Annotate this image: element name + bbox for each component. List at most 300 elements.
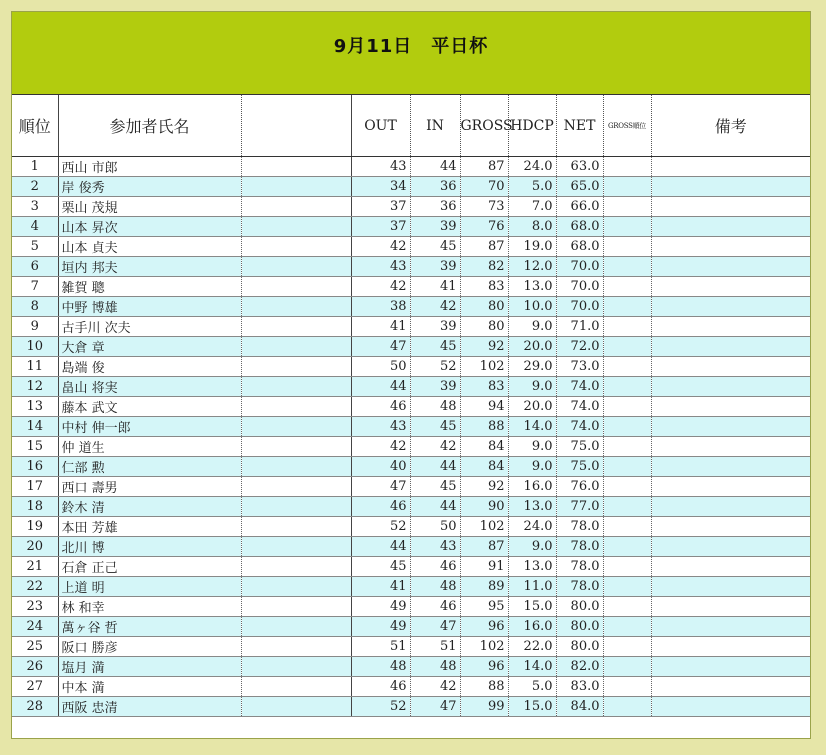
in-score-cell: 47 <box>410 697 460 717</box>
blank-cell <box>241 537 351 557</box>
rank-cell: 7 <box>12 277 58 297</box>
header-rank: 順位 <box>12 95 58 157</box>
name-cell: 林 和幸 <box>58 597 241 617</box>
blank-cell <box>241 597 351 617</box>
hdcp-cell: 16.0 <box>508 477 556 497</box>
net-score-cell: 78.0 <box>556 577 603 597</box>
out-score-cell: 52 <box>351 697 410 717</box>
name-cell: 萬ヶ谷 哲 <box>58 617 241 637</box>
hdcp-cell: 5.0 <box>508 677 556 697</box>
in-score-cell: 47 <box>410 617 460 637</box>
hdcp-cell: 9.0 <box>508 437 556 457</box>
remarks-cell <box>651 517 810 537</box>
rank-cell: 11 <box>12 357 58 377</box>
gross-score-cell: 80 <box>460 317 508 337</box>
gross-rank-cell <box>603 417 651 437</box>
hdcp-cell: 24.0 <box>508 157 556 177</box>
blank-cell <box>241 497 351 517</box>
net-score-cell: 84.0 <box>556 697 603 717</box>
out-score-cell: 42 <box>351 437 410 457</box>
blank-cell <box>241 617 351 637</box>
blank-cell <box>241 677 351 697</box>
in-score-cell: 41 <box>410 277 460 297</box>
rank-cell: 16 <box>12 457 58 477</box>
out-score-cell: 38 <box>351 297 410 317</box>
in-score-cell: 43 <box>410 537 460 557</box>
blank-cell <box>241 637 351 657</box>
net-score-cell: 71.0 <box>556 317 603 337</box>
gross-rank-cell <box>603 157 651 177</box>
rank-cell: 15 <box>12 437 58 457</box>
hdcp-cell: 12.0 <box>508 257 556 277</box>
header-in: IN <box>410 95 460 157</box>
remarks-cell <box>651 677 810 697</box>
out-score-cell: 51 <box>351 637 410 657</box>
net-score-cell: 68.0 <box>556 237 603 257</box>
name-cell: 中本 満 <box>58 677 241 697</box>
gross-score-cell: 102 <box>460 517 508 537</box>
out-score-cell: 41 <box>351 317 410 337</box>
blank-cell <box>241 297 351 317</box>
blank-cell <box>241 217 351 237</box>
gross-rank-cell <box>603 317 651 337</box>
net-score-cell: 76.0 <box>556 477 603 497</box>
name-cell: 山本 貞夫 <box>58 237 241 257</box>
blank-cell <box>241 277 351 297</box>
rank-cell: 14 <box>12 417 58 437</box>
remarks-cell <box>651 377 810 397</box>
name-cell: 中野 博雄 <box>58 297 241 317</box>
gross-rank-cell <box>603 617 651 637</box>
rank-cell: 27 <box>12 677 58 697</box>
gross-score-cell: 91 <box>460 557 508 577</box>
gross-score-cell: 92 <box>460 337 508 357</box>
out-score-cell: 46 <box>351 497 410 517</box>
in-score-cell: 39 <box>410 257 460 277</box>
blank-cell <box>241 557 351 577</box>
rank-cell: 24 <box>12 617 58 637</box>
hdcp-cell: 9.0 <box>508 457 556 477</box>
hdcp-cell: 14.0 <box>508 657 556 677</box>
out-score-cell: 50 <box>351 357 410 377</box>
remarks-cell <box>651 217 810 237</box>
table-row <box>12 377 810 397</box>
header-name: 参加者氏名 <box>58 95 241 157</box>
rank-cell: 22 <box>12 577 58 597</box>
blank-cell <box>241 257 351 277</box>
header-gross: GROSS <box>460 95 508 157</box>
header-out: OUT <box>351 95 410 157</box>
net-score-cell: 70.0 <box>556 277 603 297</box>
rank-cell: 4 <box>12 217 58 237</box>
net-score-cell: 66.0 <box>556 197 603 217</box>
out-score-cell: 44 <box>351 537 410 557</box>
in-score-cell: 39 <box>410 377 460 397</box>
net-score-cell: 72.0 <box>556 337 603 357</box>
table-row <box>12 277 810 297</box>
gross-score-cell: 70 <box>460 177 508 197</box>
remarks-cell <box>651 197 810 217</box>
gross-score-cell: 87 <box>460 237 508 257</box>
gross-rank-cell <box>603 557 651 577</box>
gross-rank-cell <box>603 437 651 457</box>
hdcp-cell: 24.0 <box>508 517 556 537</box>
hdcp-cell: 9.0 <box>508 317 556 337</box>
hdcp-cell: 9.0 <box>508 377 556 397</box>
gross-score-cell: 89 <box>460 577 508 597</box>
remarks-cell <box>651 597 810 617</box>
gross-score-cell: 94 <box>460 397 508 417</box>
gross-rank-cell <box>603 457 651 477</box>
rank-cell: 23 <box>12 597 58 617</box>
results-sheet <box>11 11 811 739</box>
gross-rank-cell <box>603 697 651 717</box>
gross-score-cell: 84 <box>460 457 508 477</box>
in-score-cell: 36 <box>410 197 460 217</box>
gross-score-cell: 95 <box>460 597 508 617</box>
table-row <box>12 697 810 717</box>
net-score-cell: 70.0 <box>556 257 603 277</box>
name-cell: 中村 伸一郎 <box>58 417 241 437</box>
net-score-cell: 63.0 <box>556 157 603 177</box>
table-row <box>12 677 810 697</box>
rank-cell: 6 <box>12 257 58 277</box>
rank-cell: 21 <box>12 557 58 577</box>
remarks-cell <box>651 437 810 457</box>
gross-score-cell: 76 <box>460 217 508 237</box>
rank-cell: 19 <box>12 517 58 537</box>
blank-cell <box>241 657 351 677</box>
blank-cell <box>241 397 351 417</box>
net-score-cell: 74.0 <box>556 417 603 437</box>
remarks-cell <box>651 457 810 477</box>
rank-cell: 1 <box>12 157 58 177</box>
results-body <box>12 157 810 717</box>
net-score-cell: 78.0 <box>556 537 603 557</box>
net-score-cell: 75.0 <box>556 457 603 477</box>
gross-rank-cell <box>603 297 651 317</box>
hdcp-cell: 11.0 <box>508 577 556 597</box>
remarks-cell <box>651 397 810 417</box>
in-score-cell: 42 <box>410 297 460 317</box>
gross-rank-cell <box>603 577 651 597</box>
hdcp-cell: 5.0 <box>508 177 556 197</box>
remarks-cell <box>651 177 810 197</box>
table-row <box>12 477 810 497</box>
table-row <box>12 297 810 317</box>
hdcp-cell: 10.0 <box>508 297 556 317</box>
rank-cell: 3 <box>12 197 58 217</box>
header-blank <box>241 95 351 157</box>
gross-score-cell: 88 <box>460 417 508 437</box>
remarks-cell <box>651 237 810 257</box>
name-cell: 島端 俊 <box>58 357 241 377</box>
gross-rank-cell <box>603 217 651 237</box>
table-row <box>12 497 810 517</box>
blank-cell <box>241 377 351 397</box>
in-score-cell: 46 <box>410 557 460 577</box>
name-cell: 石倉 正己 <box>58 557 241 577</box>
gross-rank-cell <box>603 517 651 537</box>
blank-cell <box>241 317 351 337</box>
gross-rank-cell <box>603 657 651 677</box>
table-row <box>12 217 810 237</box>
out-score-cell: 37 <box>351 217 410 237</box>
blank-cell <box>241 477 351 497</box>
remarks-cell <box>651 477 810 497</box>
name-cell: 古手川 次夫 <box>58 317 241 337</box>
gross-score-cell: 87 <box>460 537 508 557</box>
in-score-cell: 42 <box>410 677 460 697</box>
out-score-cell: 34 <box>351 177 410 197</box>
header-net: NET <box>556 95 603 157</box>
out-score-cell: 43 <box>351 257 410 277</box>
remarks-cell <box>651 357 810 377</box>
in-score-cell: 45 <box>410 337 460 357</box>
name-cell: 山本 昇次 <box>58 217 241 237</box>
gross-score-cell: 99 <box>460 697 508 717</box>
in-score-cell: 36 <box>410 177 460 197</box>
name-cell: 本田 芳雄 <box>58 517 241 537</box>
name-cell: 鈴木 清 <box>58 497 241 517</box>
gross-rank-cell <box>603 197 651 217</box>
in-score-cell: 39 <box>410 217 460 237</box>
in-score-cell: 44 <box>410 157 460 177</box>
hdcp-cell: 15.0 <box>508 597 556 617</box>
gross-rank-cell <box>603 677 651 697</box>
blank-cell <box>241 517 351 537</box>
net-score-cell: 78.0 <box>556 557 603 577</box>
net-score-cell: 83.0 <box>556 677 603 697</box>
remarks-cell <box>651 277 810 297</box>
table-row <box>12 337 810 357</box>
in-score-cell: 44 <box>410 497 460 517</box>
rank-cell: 25 <box>12 637 58 657</box>
remarks-cell <box>651 697 810 717</box>
gross-rank-cell <box>603 257 651 277</box>
net-score-cell: 70.0 <box>556 297 603 317</box>
out-score-cell: 46 <box>351 677 410 697</box>
table-row <box>12 417 810 437</box>
remarks-cell <box>651 577 810 597</box>
net-score-cell: 74.0 <box>556 377 603 397</box>
rank-cell: 9 <box>12 317 58 337</box>
table-row <box>12 177 810 197</box>
blank-cell <box>241 457 351 477</box>
gross-rank-cell <box>603 237 651 257</box>
in-score-cell: 42 <box>410 437 460 457</box>
name-cell: 北川 博 <box>58 537 241 557</box>
gross-score-cell: 96 <box>460 657 508 677</box>
gross-rank-cell <box>603 377 651 397</box>
table-row <box>12 597 810 617</box>
rank-cell: 28 <box>12 697 58 717</box>
hdcp-cell: 16.0 <box>508 617 556 637</box>
hdcp-cell: 20.0 <box>508 337 556 357</box>
in-score-cell: 48 <box>410 397 460 417</box>
out-score-cell: 37 <box>351 197 410 217</box>
net-score-cell: 68.0 <box>556 217 603 237</box>
blank-cell <box>241 237 351 257</box>
table-row <box>12 457 810 477</box>
name-cell: 畠山 将実 <box>58 377 241 397</box>
gross-rank-cell <box>603 497 651 517</box>
gross-score-cell: 83 <box>460 277 508 297</box>
name-cell: 藤本 武文 <box>58 397 241 417</box>
in-score-cell: 45 <box>410 237 460 257</box>
table-row <box>12 237 810 257</box>
blank-cell <box>241 437 351 457</box>
name-cell: 仲 道生 <box>58 437 241 457</box>
in-score-cell: 50 <box>410 517 460 537</box>
gross-rank-cell <box>603 177 651 197</box>
out-score-cell: 44 <box>351 377 410 397</box>
rank-cell: 20 <box>12 537 58 557</box>
name-cell: 雑賀 聰 <box>58 277 241 297</box>
gross-rank-cell <box>603 397 651 417</box>
blank-cell <box>241 157 351 177</box>
name-cell: 西阪 忠清 <box>58 697 241 717</box>
in-score-cell: 46 <box>410 597 460 617</box>
hdcp-cell: 20.0 <box>508 397 556 417</box>
hdcp-cell: 13.0 <box>508 497 556 517</box>
blank-cell <box>241 357 351 377</box>
rank-cell: 8 <box>12 297 58 317</box>
hdcp-cell: 13.0 <box>508 557 556 577</box>
in-score-cell: 45 <box>410 477 460 497</box>
gross-score-cell: 80 <box>460 297 508 317</box>
gross-score-cell: 102 <box>460 637 508 657</box>
name-cell: 大倉 章 <box>58 337 241 357</box>
hdcp-cell: 29.0 <box>508 357 556 377</box>
name-cell: 阪口 勝彦 <box>58 637 241 657</box>
out-score-cell: 47 <box>351 337 410 357</box>
gross-rank-cell <box>603 537 651 557</box>
remarks-cell <box>651 417 810 437</box>
hdcp-cell: 8.0 <box>508 217 556 237</box>
in-score-cell: 44 <box>410 457 460 477</box>
blank-cell <box>241 417 351 437</box>
table-row <box>12 537 810 557</box>
gross-rank-cell <box>603 277 651 297</box>
remarks-cell <box>651 337 810 357</box>
remarks-cell <box>651 617 810 637</box>
gross-score-cell: 84 <box>460 437 508 457</box>
gross-score-cell: 87 <box>460 157 508 177</box>
name-cell: 西口 壽男 <box>58 477 241 497</box>
gross-rank-cell <box>603 477 651 497</box>
gross-score-cell: 92 <box>460 477 508 497</box>
rank-cell: 18 <box>12 497 58 517</box>
blank-cell <box>241 177 351 197</box>
blank-cell <box>241 337 351 357</box>
out-score-cell: 42 <box>351 277 410 297</box>
gross-score-cell: 90 <box>460 497 508 517</box>
gross-score-cell: 83 <box>460 377 508 397</box>
blank-cell <box>241 197 351 217</box>
remarks-cell <box>651 557 810 577</box>
out-score-cell: 40 <box>351 457 410 477</box>
gross-score-cell: 82 <box>460 257 508 277</box>
table-row <box>12 197 810 217</box>
rank-cell: 10 <box>12 337 58 357</box>
name-cell: 栗山 茂規 <box>58 197 241 217</box>
remarks-cell <box>651 497 810 517</box>
out-score-cell: 48 <box>351 657 410 677</box>
remarks-cell <box>651 257 810 277</box>
out-score-cell: 42 <box>351 237 410 257</box>
net-score-cell: 73.0 <box>556 357 603 377</box>
hdcp-cell: 13.0 <box>508 277 556 297</box>
table-row <box>12 257 810 277</box>
net-score-cell: 82.0 <box>556 657 603 677</box>
net-score-cell: 65.0 <box>556 177 603 197</box>
gross-score-cell: 102 <box>460 357 508 377</box>
header-remarks: 備考 <box>651 95 810 157</box>
header-gross-rank: GROSS順位 <box>603 95 651 157</box>
remarks-cell <box>651 637 810 657</box>
net-score-cell: 80.0 <box>556 597 603 617</box>
name-cell: 垣内 邦夫 <box>58 257 241 277</box>
table-row <box>12 637 810 657</box>
table-row <box>12 517 810 537</box>
table-row <box>12 657 810 677</box>
rank-cell: 26 <box>12 657 58 677</box>
in-score-cell: 45 <box>410 417 460 437</box>
remarks-cell <box>651 317 810 337</box>
table-row <box>12 157 810 177</box>
remarks-cell <box>651 157 810 177</box>
gross-rank-cell <box>603 337 651 357</box>
in-score-cell: 39 <box>410 317 460 337</box>
out-score-cell: 49 <box>351 617 410 637</box>
remarks-cell <box>651 657 810 677</box>
in-score-cell: 51 <box>410 637 460 657</box>
hdcp-cell: 14.0 <box>508 417 556 437</box>
hdcp-cell: 19.0 <box>508 237 556 257</box>
rank-cell: 17 <box>12 477 58 497</box>
page-title: 9月11日 平日杯 <box>333 36 489 57</box>
out-score-cell: 49 <box>351 597 410 617</box>
out-score-cell: 43 <box>351 417 410 437</box>
table-row <box>12 557 810 577</box>
name-cell: 岸 俊秀 <box>58 177 241 197</box>
hdcp-cell: 9.0 <box>508 537 556 557</box>
rank-cell: 5 <box>12 237 58 257</box>
name-cell: 西山 市郎 <box>58 157 241 177</box>
remarks-cell <box>651 297 810 317</box>
out-score-cell: 41 <box>351 577 410 597</box>
net-score-cell: 80.0 <box>556 617 603 637</box>
rank-cell: 13 <box>12 397 58 417</box>
blank-cell <box>241 697 351 717</box>
header-row <box>12 95 810 157</box>
in-score-cell: 48 <box>410 577 460 597</box>
rank-cell: 2 <box>12 177 58 197</box>
table-row <box>12 437 810 457</box>
gross-score-cell: 96 <box>460 617 508 637</box>
results-table <box>12 94 810 717</box>
out-score-cell: 43 <box>351 157 410 177</box>
net-score-cell: 80.0 <box>556 637 603 657</box>
net-score-cell: 75.0 <box>556 437 603 457</box>
table-row <box>12 397 810 417</box>
title-banner <box>12 12 810 94</box>
gross-rank-cell <box>603 357 651 377</box>
gross-score-cell: 88 <box>460 677 508 697</box>
name-cell: 上道 明 <box>58 577 241 597</box>
out-score-cell: 47 <box>351 477 410 497</box>
